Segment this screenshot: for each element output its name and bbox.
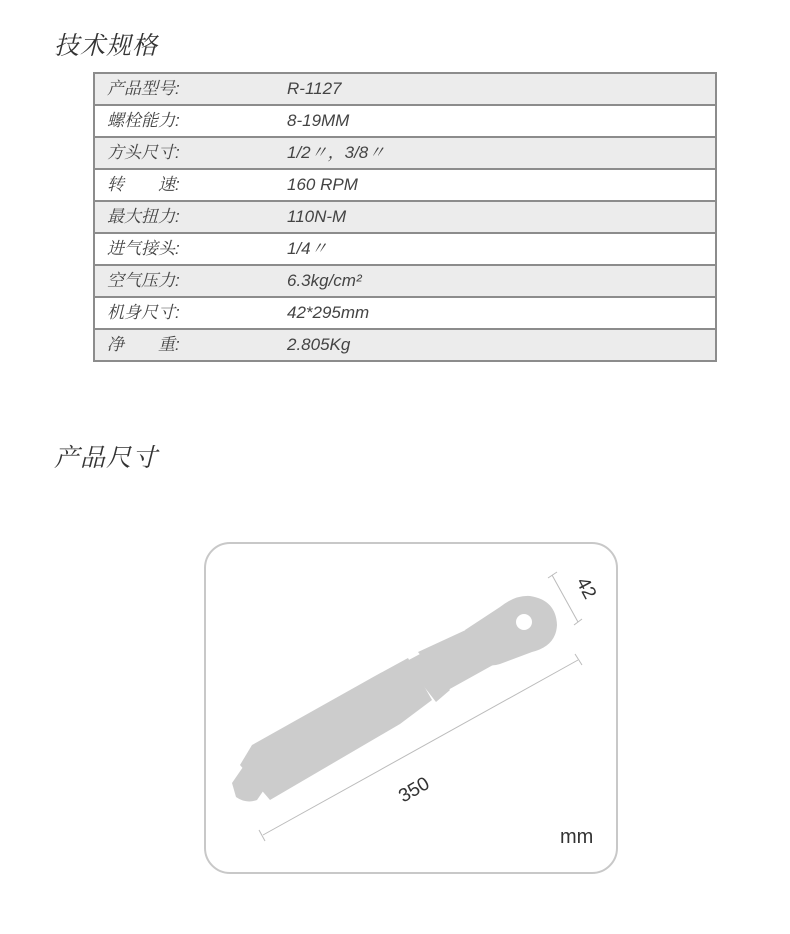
- spec-label: 转 速:: [94, 169, 287, 201]
- length-dimension-label: 350: [395, 773, 434, 808]
- square-drive-hole: [516, 614, 532, 630]
- width-dimension-label: 42: [571, 574, 601, 603]
- spec-value: 110N-M: [287, 201, 716, 233]
- spec-value: 42*295mm: [287, 297, 716, 329]
- spec-label: 产品型号:: [94, 73, 287, 105]
- spec-label: 净 重:: [94, 329, 287, 361]
- spec-value: 2.805Kg: [287, 329, 716, 361]
- spec-value: 1/4〃: [287, 233, 716, 265]
- spec-value: 160 RPM: [287, 169, 716, 201]
- unit-label: mm: [560, 826, 594, 848]
- spec-label: 螺栓能力:: [94, 105, 287, 137]
- spec-value: 6.3kg/cm²: [287, 265, 716, 297]
- spec-label: 进气接头:: [94, 233, 287, 265]
- spec-label: 空气压力:: [94, 265, 287, 297]
- spec-label: 最大扭力:: [94, 201, 287, 233]
- spec-value: 8-19MM: [287, 105, 716, 137]
- dimensions-section-title: 产品尺寸: [54, 443, 159, 472]
- specs-section-title: 技术规格: [54, 31, 159, 60]
- spec-label: 方头尺寸:: [94, 137, 287, 169]
- spec-value: 1/2〃，3/8〃: [287, 137, 716, 169]
- spec-value: R-1127: [287, 73, 716, 105]
- spec-label: 机身尺寸:: [94, 297, 287, 329]
